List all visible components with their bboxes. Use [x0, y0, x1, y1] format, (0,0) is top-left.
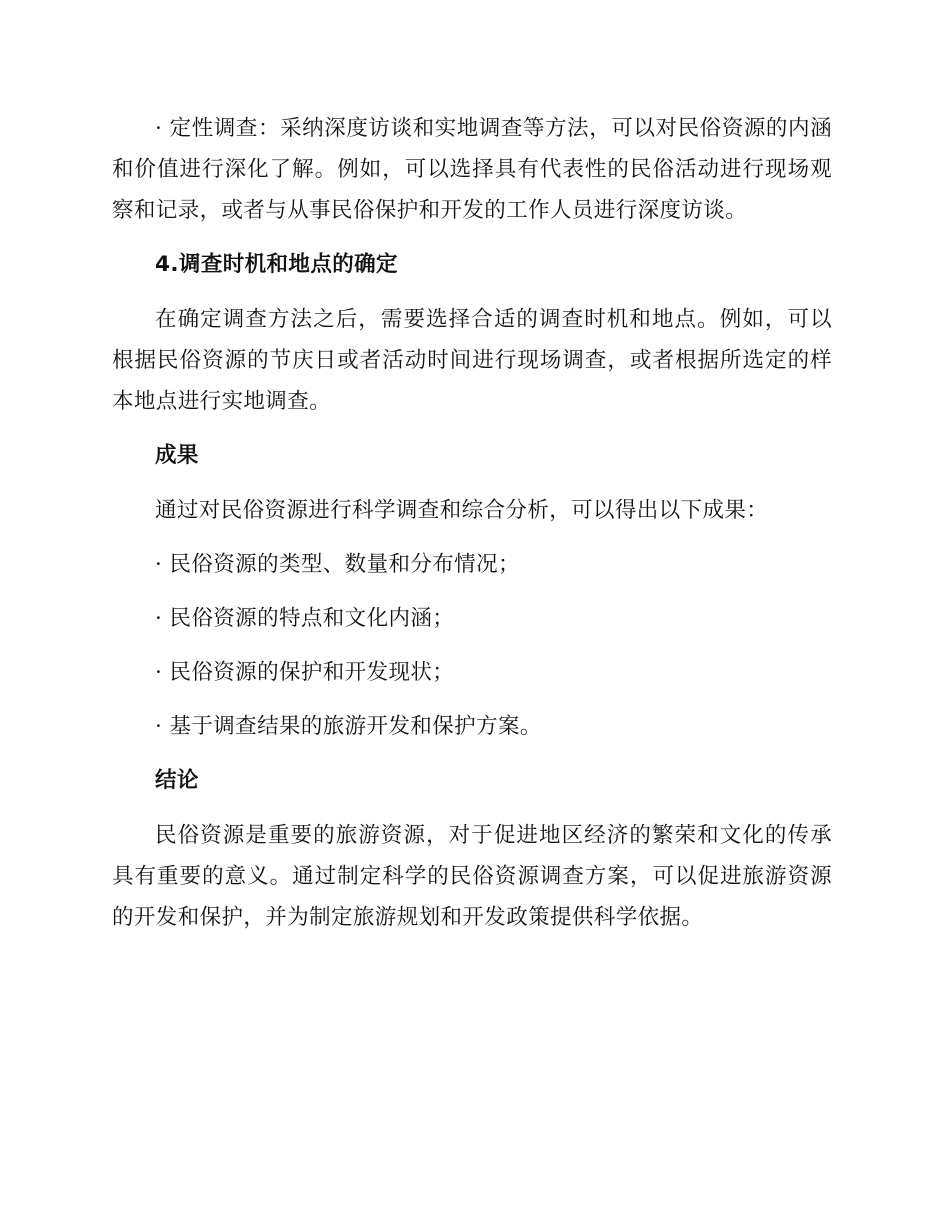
qualitative-survey-paragraph: · 定性调查：采纳深度访谈和实地调查等方法，可以对民俗资源的内涵和价值进行深化了解。例如，可以选择具有代表性的民俗活动进行现场观察和记录，或者与从事民俗保护和开发的工作人员进行深度访谈。 [112, 116, 832, 223]
results-item: · 民俗资源的类型、数量和分布情况； [155, 552, 520, 577]
timing-location-heading: 4.调查时机和地点的确定 [155, 252, 398, 277]
results-intro: 通过对民俗资源进行科学调查和综合分析，可以得出以下成果： [155, 498, 769, 523]
timing-location-paragraph: 在确定调查方法之后，需要选择合适的调查时机和地点。例如，可以根据民俗资源的节庆日或者活动时间进行现场调查，或者根据所选定的样本地点进行实地调查。 [112, 307, 832, 414]
results-heading: 成果 [155, 443, 199, 468]
results-item: · 基于调查结果的旅游开发和保护方案。 [155, 714, 542, 739]
results-item: · 民俗资源的特点和文化内涵； [155, 606, 455, 631]
conclusion-paragraph: 民俗资源是重要的旅游资源，对于促进地区经济的繁荣和文化的传承具有重要的意义。通过制定科学的民俗资源调查方案，可以促进旅游资源的开发和保护，并为制定旅游规划和开发政策提供科学依据。 [112, 823, 832, 930]
conclusion-heading: 结论 [155, 768, 199, 793]
results-item: · 民俗资源的保护和开发现状； [155, 660, 455, 685]
document-page [112, 108, 832, 951]
